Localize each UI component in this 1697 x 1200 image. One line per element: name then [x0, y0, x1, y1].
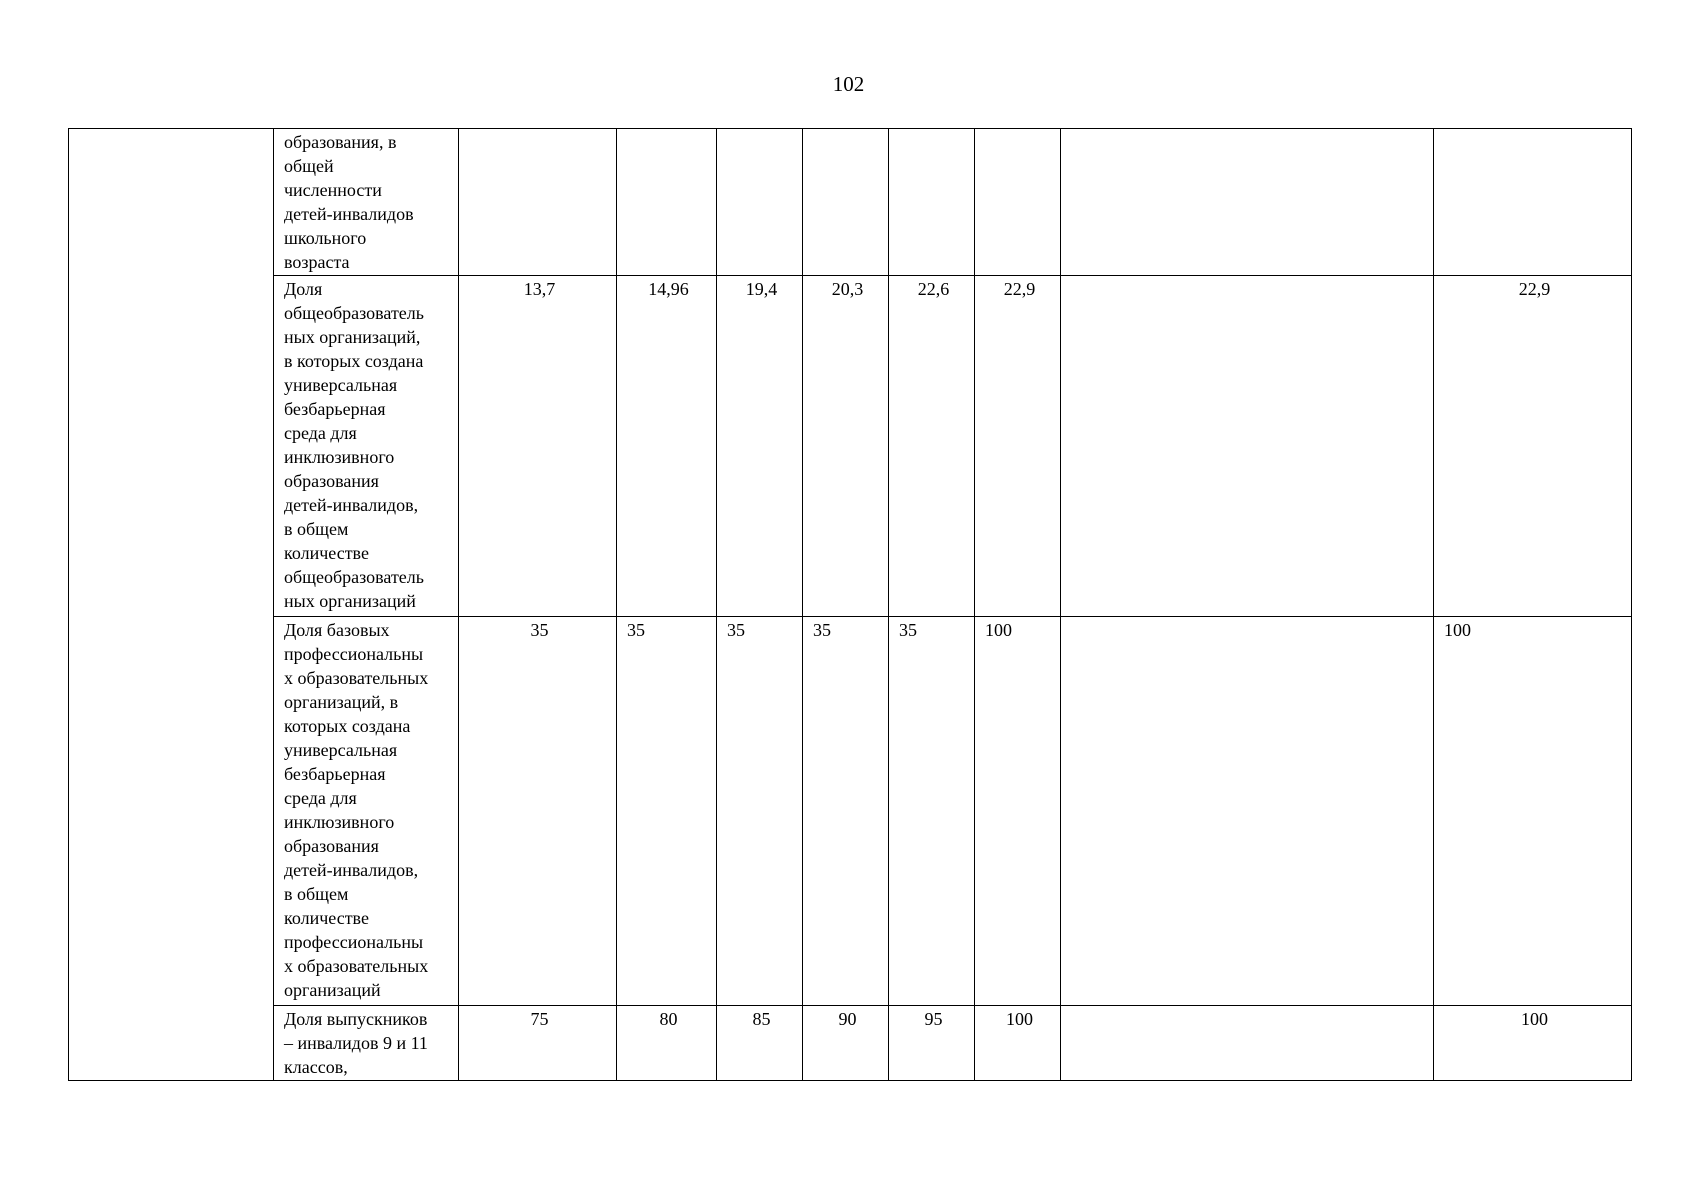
value-cell — [459, 129, 617, 276]
value-cell: 35 — [617, 617, 717, 1006]
note-cell — [1061, 276, 1434, 617]
value-cell — [717, 129, 803, 276]
table-row — [69, 276, 1632, 617]
value-cell: 90 — [803, 1006, 889, 1081]
indicator-description: Доля общеобразователь ных организаций, в которых создана универсальная безбарьерная среда для инклюзивного образования детей-инвалидов, в общем количестве общеобразователь ных организаций — [274, 276, 459, 617]
value-cell — [975, 129, 1061, 276]
value-cell: 35 — [717, 617, 803, 1006]
value-cell — [889, 129, 975, 276]
value-cell: 100 — [975, 1006, 1061, 1081]
final-value-cell: 100 — [1434, 617, 1632, 1006]
value-cell: 35 — [803, 617, 889, 1006]
value-cell: 14,96 — [617, 276, 717, 617]
indicators-table — [68, 128, 1632, 1081]
indicator-description: образования, в общей численности детей-инвалидов школьного возраста — [274, 129, 459, 276]
final-value-cell: 22,9 — [1434, 276, 1632, 617]
program-cell — [69, 129, 274, 1081]
table-row — [69, 617, 1632, 1006]
indicator-description: Доля выпускников – инвалидов 9 и 11 классов, — [274, 1006, 459, 1081]
table-row — [69, 1006, 1632, 1081]
value-cell: 22,6 — [889, 276, 975, 617]
value-cell: 35 — [889, 617, 975, 1006]
value-cell: 19,4 — [717, 276, 803, 617]
final-value-cell: 100 — [1434, 1006, 1632, 1081]
value-cell — [803, 129, 889, 276]
note-cell — [1061, 617, 1434, 1006]
final-value-cell — [1434, 129, 1632, 276]
value-cell — [617, 129, 717, 276]
page-number: 102 — [832, 72, 865, 96]
table-row — [69, 129, 1632, 276]
value-cell: 80 — [617, 1006, 717, 1081]
value-cell: 22,9 — [975, 276, 1061, 617]
value-cell: 100 — [975, 617, 1061, 1006]
value-cell: 20,3 — [803, 276, 889, 617]
value-cell: 75 — [459, 1006, 617, 1081]
value-cell: 13,7 — [459, 276, 617, 617]
note-cell — [1061, 129, 1434, 276]
note-cell — [1061, 1006, 1434, 1081]
value-cell: 95 — [889, 1006, 975, 1081]
indicator-description: Доля базовых профессиональны х образовательных организаций, в которых создана универсальная безбарьерная среда для инклюзивного образования детей-инвалидов, в общем количестве профессиональны х образовательных организаций — [274, 617, 459, 1006]
value-cell: 35 — [459, 617, 617, 1006]
value-cell: 85 — [717, 1006, 803, 1081]
